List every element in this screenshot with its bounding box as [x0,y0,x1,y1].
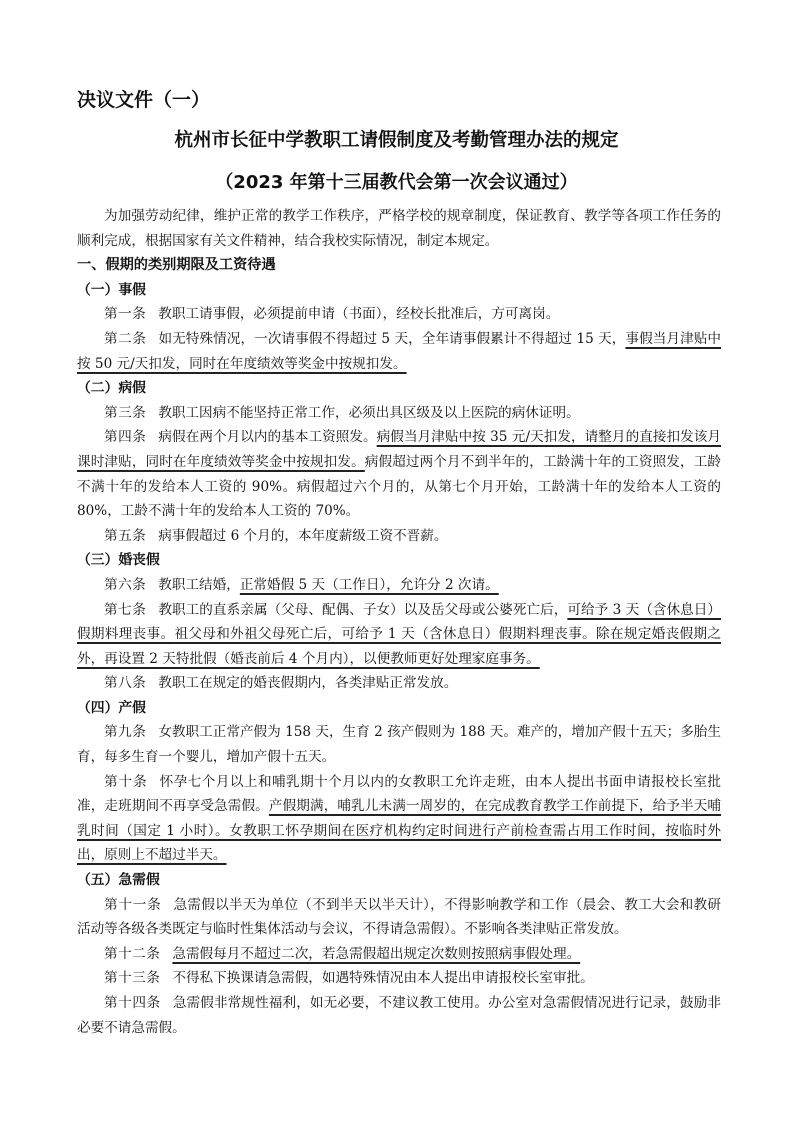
intro-paragraph: 为加强劳动纪律，维护正常的教学工作秩序，严格学校的规章制度，保证教育、教学等各项工作任务的顺利完成，根据国家有关文件精神，结合我校实际情况，制定本规定。 [77,208,721,249]
article-text: 教职工因病不能坚持正常工作，必须出具区级及以上医院的病休证明。 [158,404,580,421]
article-text: 教职工的直系亲属（父母、配偶、子女）以及岳父母或公婆死亡后， [158,601,568,618]
article-label: 第三条 [104,404,147,421]
article-label: 第一条 [104,306,147,323]
underlined-text: 产假期满，哺乳儿未满一周岁的，在完成教育教学工作前提下，给予半天哺乳时间（国定 1 小时）。女教职工怀孕期间在医疗机构约定时间进行产前检查需占用工作时间，按临时外出，原则上不超过半天。 [77,798,722,864]
underlined-text: 除在规定婚丧假期之外，再设置 2 天特批假（婚丧前后 4 个月内），以便教师更好处理家庭事务。 [77,626,721,667]
article-3 [77,401,721,426]
article-label: 第四条 [104,429,147,446]
underlined-text: 祖父母和外祖父母死亡后，可给予 1 天（含休息日）假期料理丧事。 [174,626,597,643]
subsection-heading-sick-leave: （二）病假 [77,380,146,397]
article-label: 第五条 [104,527,147,544]
article-9 [77,720,721,769]
article-4 [77,425,721,523]
article-13 [77,966,721,991]
article-text: 急需假非常规性福利，如无必要，不建议教工使用。办公室对急需假情况进行记录，鼓励非必要不请急需假。 [77,995,721,1036]
article-text: 教职工在规定的婚丧假期内，各类津贴正常发放。 [158,675,458,692]
subsection-heading-marriage-funeral-leave: （三）婚丧假 [77,552,160,569]
document-body [77,204,721,1040]
article-text: 如无特殊情况，一次请事假不得超过 5 天，全年请事假累计不得超过 15 天， [158,330,626,347]
article-label: 第十条 [104,773,148,790]
article-text: 怀孕七个月以上和哺乳期十个月以内的女教职工允许走班，由本人提出书面申请报校长室批准，走班期间不再享受急需假。 [77,773,722,815]
article-text: 不得私下换课请急需假，如遇特殊情况由本人提出申请报校长室审批。 [172,970,594,987]
article-text: 病假超过两个月不到半年的，工龄满十年的工资照发，工龄不满十年的发给本人工资的 90%。病假超过六个月的，从第七个月开始，工龄满十年的发给本人工资的 80%，工龄不满十年的发给本人工资的 70%。 [77,453,722,520]
article-12 [77,942,721,967]
article-label: 第十三条 [104,970,161,987]
article-14 [77,991,721,1040]
article-label: 第七条 [104,601,147,618]
article-text: 急需假以半天为单位（不到半天以半天计），不得影响教学和工作（晨会、教工大会和教研活动等各级各类既定与临时性集体活动与会议，不得请急需假）。不影响各类津贴正常发放。 [77,896,722,938]
article-11 [77,893,721,942]
article-label: 第十二条 [104,945,161,962]
article-label: 第十一条 [104,896,162,913]
document-subtitle: （2023 年第十三届教代会第一次会议通过） [215,172,578,193]
subsection-heading-personal-leave: （一）事假 [77,281,146,298]
section-heading: 一、假期的类别期限及工资待遇 [77,257,276,274]
article-8 [77,671,721,696]
article-6 [77,573,721,598]
article-text: 教职工结婚， [158,576,240,593]
article-2 [77,327,721,376]
article-10 [77,770,721,868]
underlined-text: 病假当月津贴中按 35 元/天扣发，请整月的直接扣发该月课时津贴，同时在年度绩效等奖金中按规扣发。 [77,429,722,470]
underlined-text: 正常婚假 5 天（工作日），允许分 2 次请。 [239,576,499,593]
article-text: 病事假超过 6 个月的，本年度薪级工资不晋薪。 [158,527,448,544]
article-1 [77,302,721,327]
article-label: 第十四条 [104,995,161,1011]
document-title: 杭州市长征中学教职工请假制度及考勤管理办法的规定 [174,130,619,151]
document-label: 决议文件（一） [77,89,211,111]
article-text: 病假在两个月以内的基本工资照发。 [158,429,377,446]
article-label: 第八条 [104,675,147,692]
subsection-heading-urgent-leave: （五）急需假 [77,872,160,889]
article-label: 第六条 [104,576,147,593]
underlined-text: 急需假每月不超过二次，若急需假超出规定次数则按照病事假处理。 [172,945,581,962]
article-text: 教职工请事假，必须提前申请（书面），经校长批准后，方可离岗。 [158,306,560,323]
underlined-text: 事假当月津贴中按 50 元/天扣发，同时在年度绩效等奖金中按规扣发。 [77,330,722,372]
underlined-text: 可给予 3 天（含休息日）假期料理丧事。 [77,601,722,643]
article-5 [77,524,721,549]
article-label: 第二条 [104,330,147,347]
article-label: 第九条 [104,724,147,741]
article-text: 女教职工正常产假为 158 天，生育 2 孩产假则为 188 天。难产的，增加产假十五天；多胎生育，每多生育一个婴儿，增加产假十五天。 [77,724,722,766]
subsection-heading-maternity-leave: （四）产假 [77,699,146,716]
article-7 [77,598,721,672]
